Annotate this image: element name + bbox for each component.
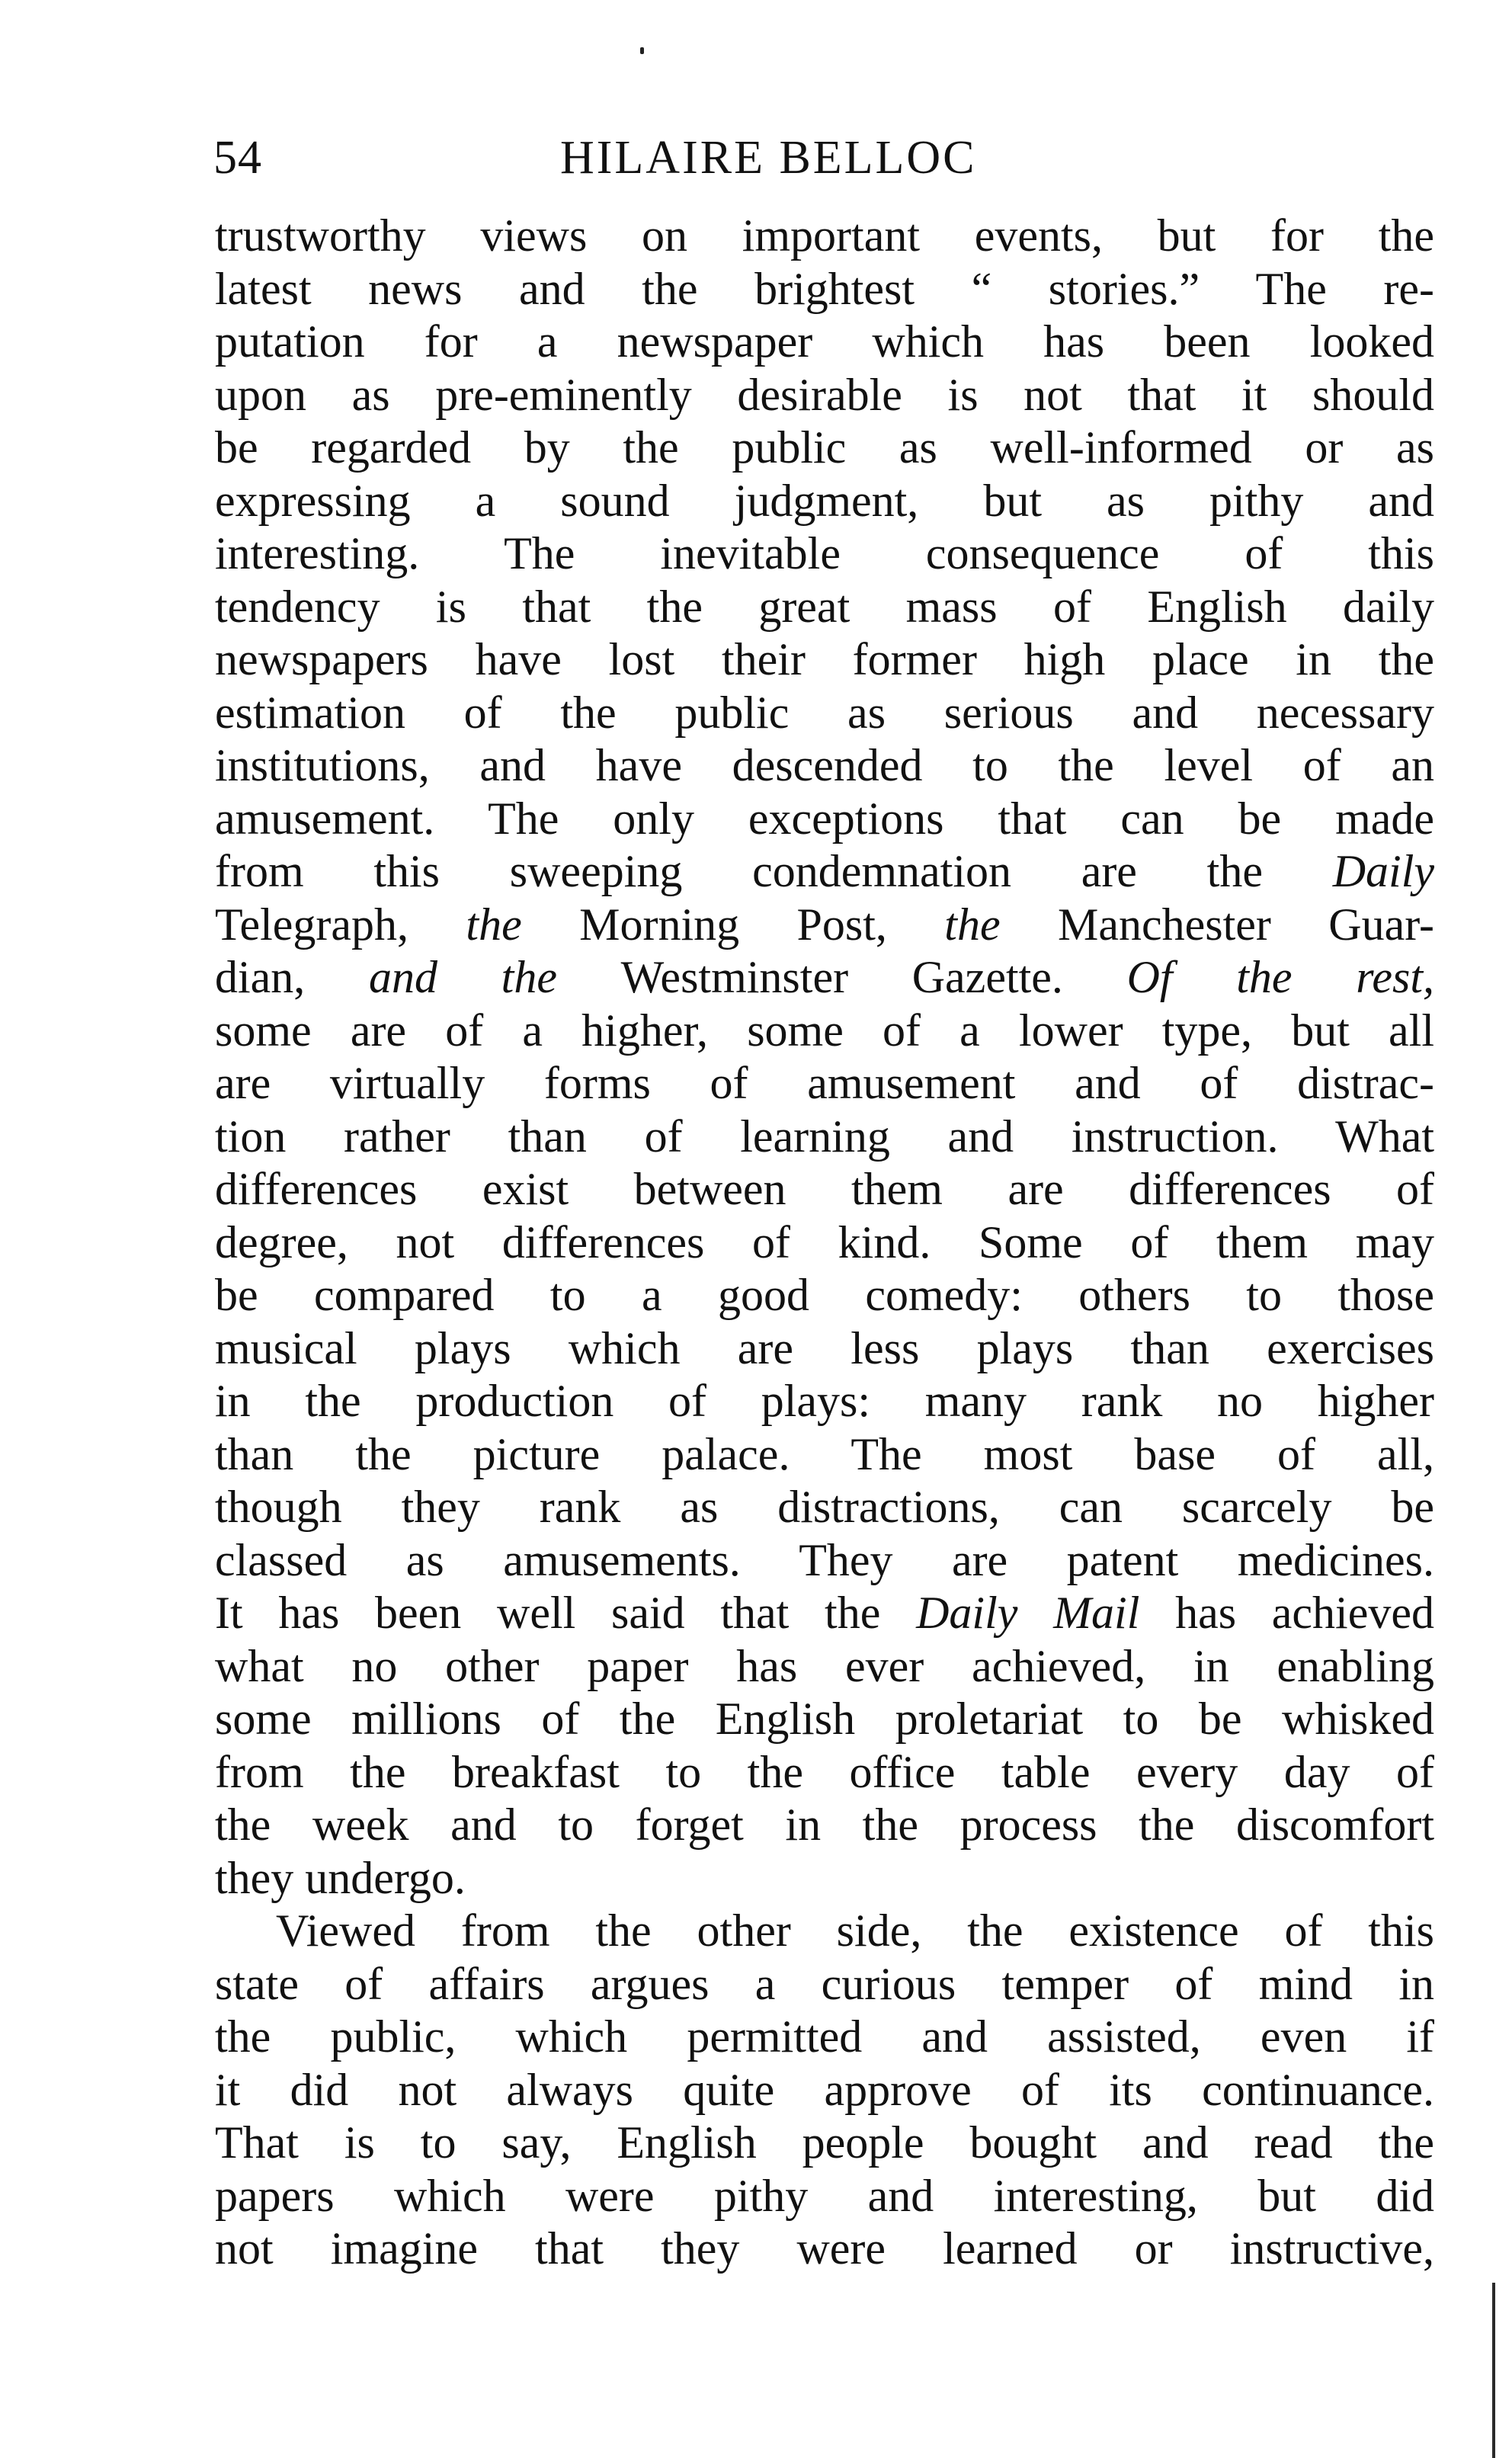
text-line xyxy=(215,581,1434,634)
text-run: not imagine that they were learned or instructive, xyxy=(215,2223,1434,2274)
text-run: Viewed from the other side, the existence of this xyxy=(276,1905,1434,1956)
text-run: though they rank as distractions, can scarcely be xyxy=(215,1482,1434,1532)
text-run: degree, not differences of kind. Some of them may xyxy=(215,1216,1434,1267)
text-line xyxy=(215,2011,1434,2064)
text-run: trustworthy views on important events, but for the xyxy=(215,210,1434,261)
text-line xyxy=(215,316,1434,369)
page-number: 54 xyxy=(213,132,262,184)
text-run: in the production of plays: many rank no higher xyxy=(215,1376,1434,1426)
text-run: Telegraph, xyxy=(215,899,409,950)
text-line xyxy=(215,899,1434,952)
text-line xyxy=(215,1428,1434,1482)
text-line xyxy=(215,1640,1434,1694)
text-line xyxy=(215,369,1434,422)
text-line xyxy=(215,2064,1434,2117)
text-run: estimation of the public as serious and necessary xyxy=(215,687,1434,738)
text-run: has achieved xyxy=(1139,1588,1434,1638)
text-run: some millions of the English proletariat to be whisked xyxy=(215,1694,1434,1744)
text-line xyxy=(215,2222,1434,2276)
text-line xyxy=(215,2170,1434,2223)
running-head xyxy=(213,123,1437,192)
text-line xyxy=(215,1322,1434,1376)
text-line xyxy=(215,1110,1434,1164)
text-run: interesting. The inevitable consequence of this xyxy=(215,528,1434,578)
text-run: It has been well said that the xyxy=(215,1588,917,1638)
text-line xyxy=(215,1375,1434,1428)
text-line xyxy=(215,1163,1434,1216)
text-line xyxy=(215,1746,1434,1799)
text-run: That is to say, English people bought and read the xyxy=(215,2117,1434,2168)
text-run: than the picture palace. The most base of all, xyxy=(215,1428,1434,1479)
text-run: the public, which permitted and assisted, even if xyxy=(215,2011,1434,2062)
text-run: Morning Post, xyxy=(579,899,887,950)
text-line xyxy=(215,1852,1434,1905)
page-edge-mark xyxy=(1492,2283,1495,2458)
text-run: putation for a newspaper which has been looked xyxy=(215,316,1434,367)
text-line xyxy=(215,1534,1434,1588)
text-run: tion rather than of learning and instruction. What xyxy=(215,1110,1434,1162)
text-line xyxy=(215,1057,1434,1110)
italic-title: Daily xyxy=(1332,846,1434,896)
text-run: they undergo. xyxy=(215,1852,466,1903)
text-run: state of affairs argues a curious temper of mind in xyxy=(215,1958,1434,2009)
running-title: HILAIRE BELLOC xyxy=(560,132,977,184)
text-run: be compared to a good comedy: others to those xyxy=(215,1270,1434,1320)
text-run: from this sweeping condemnation are the xyxy=(215,846,1333,896)
text-run: some are of a higher, some of a lower type, but all xyxy=(215,1005,1434,1056)
text-run: it did not always quite approve of its continuance. xyxy=(215,2064,1434,2115)
text-run: Westminster Gazette. xyxy=(620,952,1063,1002)
text-line xyxy=(215,1005,1434,1058)
text-run: dian, xyxy=(215,952,306,1002)
text-line xyxy=(215,1587,1434,1640)
text-run: what no other paper has ever achieved, in enabling xyxy=(215,1640,1434,1691)
text-line xyxy=(215,1799,1434,1852)
text-run: are virtually forms of amusement and of distrac- xyxy=(215,1058,1434,1108)
text-line xyxy=(215,263,1434,316)
text-line xyxy=(215,527,1434,581)
italic-title: and the xyxy=(305,952,621,1002)
text-run: Manchester Guar- xyxy=(1058,899,1434,950)
italic-title: Of the rest, xyxy=(1062,952,1434,1002)
text-line xyxy=(215,1958,1434,2011)
text-run: expressing a sound judgment, but as pithy and xyxy=(215,475,1434,526)
text-line xyxy=(215,1693,1434,1746)
text-run: from the breakfast to the office table every day of xyxy=(215,1746,1434,1797)
text-line xyxy=(215,633,1434,687)
text-run: amusement. The only exceptions that can be made xyxy=(215,793,1434,844)
text-line xyxy=(215,1269,1434,1322)
italic-title: Daily Mail xyxy=(916,1588,1140,1638)
text-run: be regarded by the public as well-informed or as xyxy=(215,422,1434,473)
text-line xyxy=(215,1216,1434,1270)
italic-title: the xyxy=(408,899,580,950)
text-run: differences exist between them are differences of xyxy=(215,1164,1434,1214)
text-line xyxy=(215,2117,1434,2170)
text-run: upon as pre-eminently desirable is not that it should xyxy=(215,369,1434,420)
text-line xyxy=(215,793,1434,846)
text-line xyxy=(215,739,1434,793)
text-line xyxy=(215,421,1434,475)
text-run: musical plays which are less plays than exercises xyxy=(215,1322,1434,1373)
text-run: papers which were pithy and interesting, but did xyxy=(215,2170,1434,2221)
text-line xyxy=(215,210,1434,263)
text-run: the week and to forget in the process the discomfort xyxy=(215,1799,1434,1850)
text-line xyxy=(215,687,1434,740)
text-line xyxy=(215,951,1434,1005)
body-text xyxy=(215,210,1434,2276)
text-run: newspapers have lost their former high place in the xyxy=(215,634,1434,684)
text-run: institutions, and have descended to the level of an xyxy=(215,740,1434,790)
print-speck xyxy=(640,47,644,54)
text-line xyxy=(215,845,1434,899)
text-run: latest news and the brightest “ stories.” The re- xyxy=(215,263,1434,314)
text-line xyxy=(215,1905,1434,1958)
text-line xyxy=(215,475,1434,528)
text-line xyxy=(215,1481,1434,1534)
text-run: tendency is that the great mass of English daily xyxy=(215,581,1434,632)
italic-title: the xyxy=(886,899,1058,950)
text-run: classed as amusements. They are patent medicines. xyxy=(215,1534,1434,1585)
